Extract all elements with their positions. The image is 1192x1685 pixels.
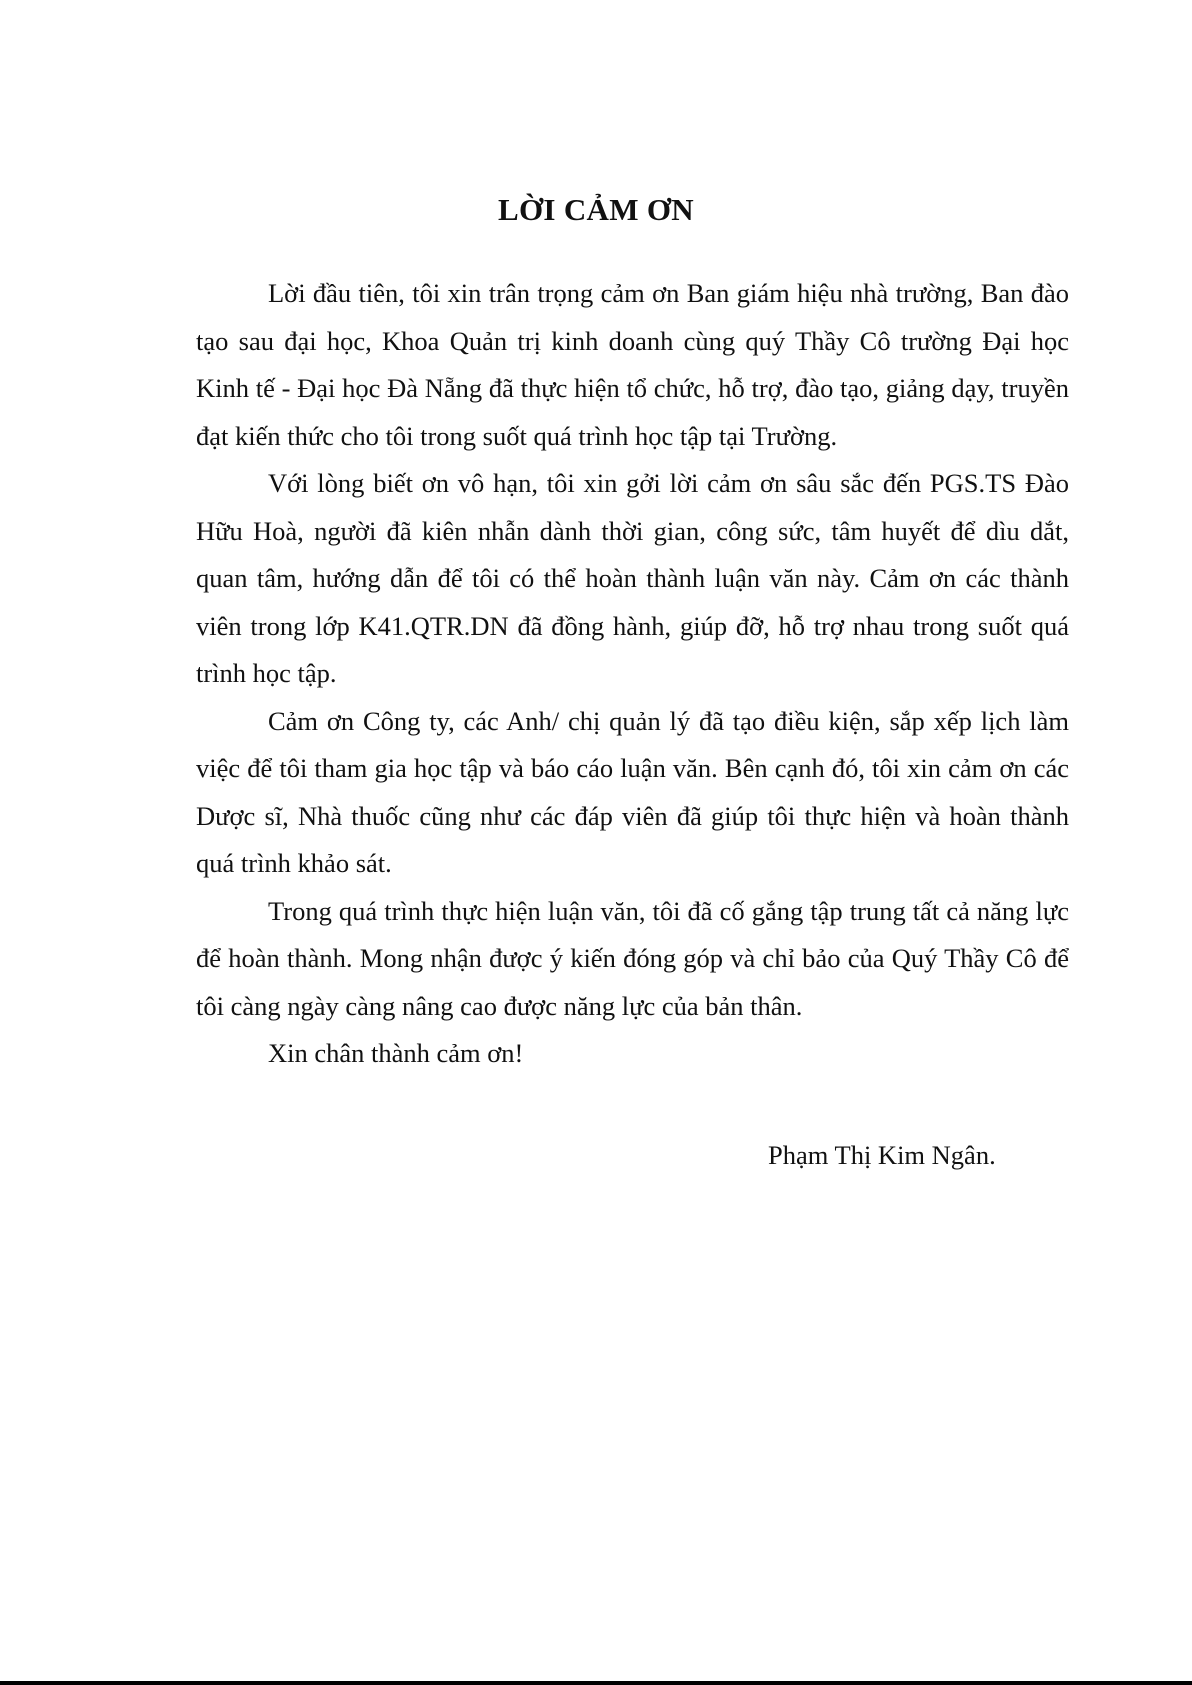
- page-bottom-border: [0, 1681, 1192, 1685]
- acknowledgement-body: [196, 270, 1069, 1078]
- paragraph-4: Trong quá trình thực hiện luận văn, tôi đã cố gắng tập trung tất cả năng lực để hoàn thành. Mong nhận được ý kiến đóng góp và chỉ bảo của Quý Thầy Cô để tôi càng ngày càng nâng cao được năng lực của bản thân.: [196, 895, 1069, 1021]
- paragraph-3: Cảm ơn Công ty, các Anh/ chị quản lý đã tạo điều kiện, sắp xếp lịch làm việc để tôi tham gia học tập và báo cáo luận văn. Bên cạnh đó, tôi xin cảm ơn các Dược sĩ, Nhà thuốc cũng như các đáp viên đã giúp tôi thực hiện và hoàn thành quá trình khảo sát.: [196, 705, 1069, 878]
- closing-line: Xin chân thành cảm ơn!: [268, 1038, 524, 1068]
- paragraph-1: Lời đầu tiên, tôi xin trân trọng cảm ơn Ban giám hiệu nhà trường, Ban đào tạo sau đại học, Khoa Quản trị kinh doanh cùng quý Thầy Cô trường Đại học Kinh tế - Đại học Đà Nẵng đã thực hiện tổ chức, hỗ trợ, đào tạo, giảng dạy, truyền đạt kiến thức cho tôi trong suốt quá trình học tập tại Trường.: [196, 278, 1069, 451]
- author-signature: Phạm Thị Kim Ngân.: [768, 1140, 996, 1170]
- paragraph-2: Với lòng biết ơn vô hạn, tôi xin gởi lời cảm ơn sâu sắc đến PGS.TS Đào Hữu Hoà, người đã kiên nhẫn dành thời gian, công sức, tâm huyết để dìu dắt, quan tâm, hướng dẫn để tôi có thể hoàn thành luận văn này. Cảm ơn các thành viên trong lớp K41.QTR.DN đã đồng hành, giúp đỡ, hỗ trợ nhau trong suốt quá trình học tập.: [196, 468, 1069, 688]
- page-title: LỜI CẢM ƠN: [498, 192, 694, 227]
